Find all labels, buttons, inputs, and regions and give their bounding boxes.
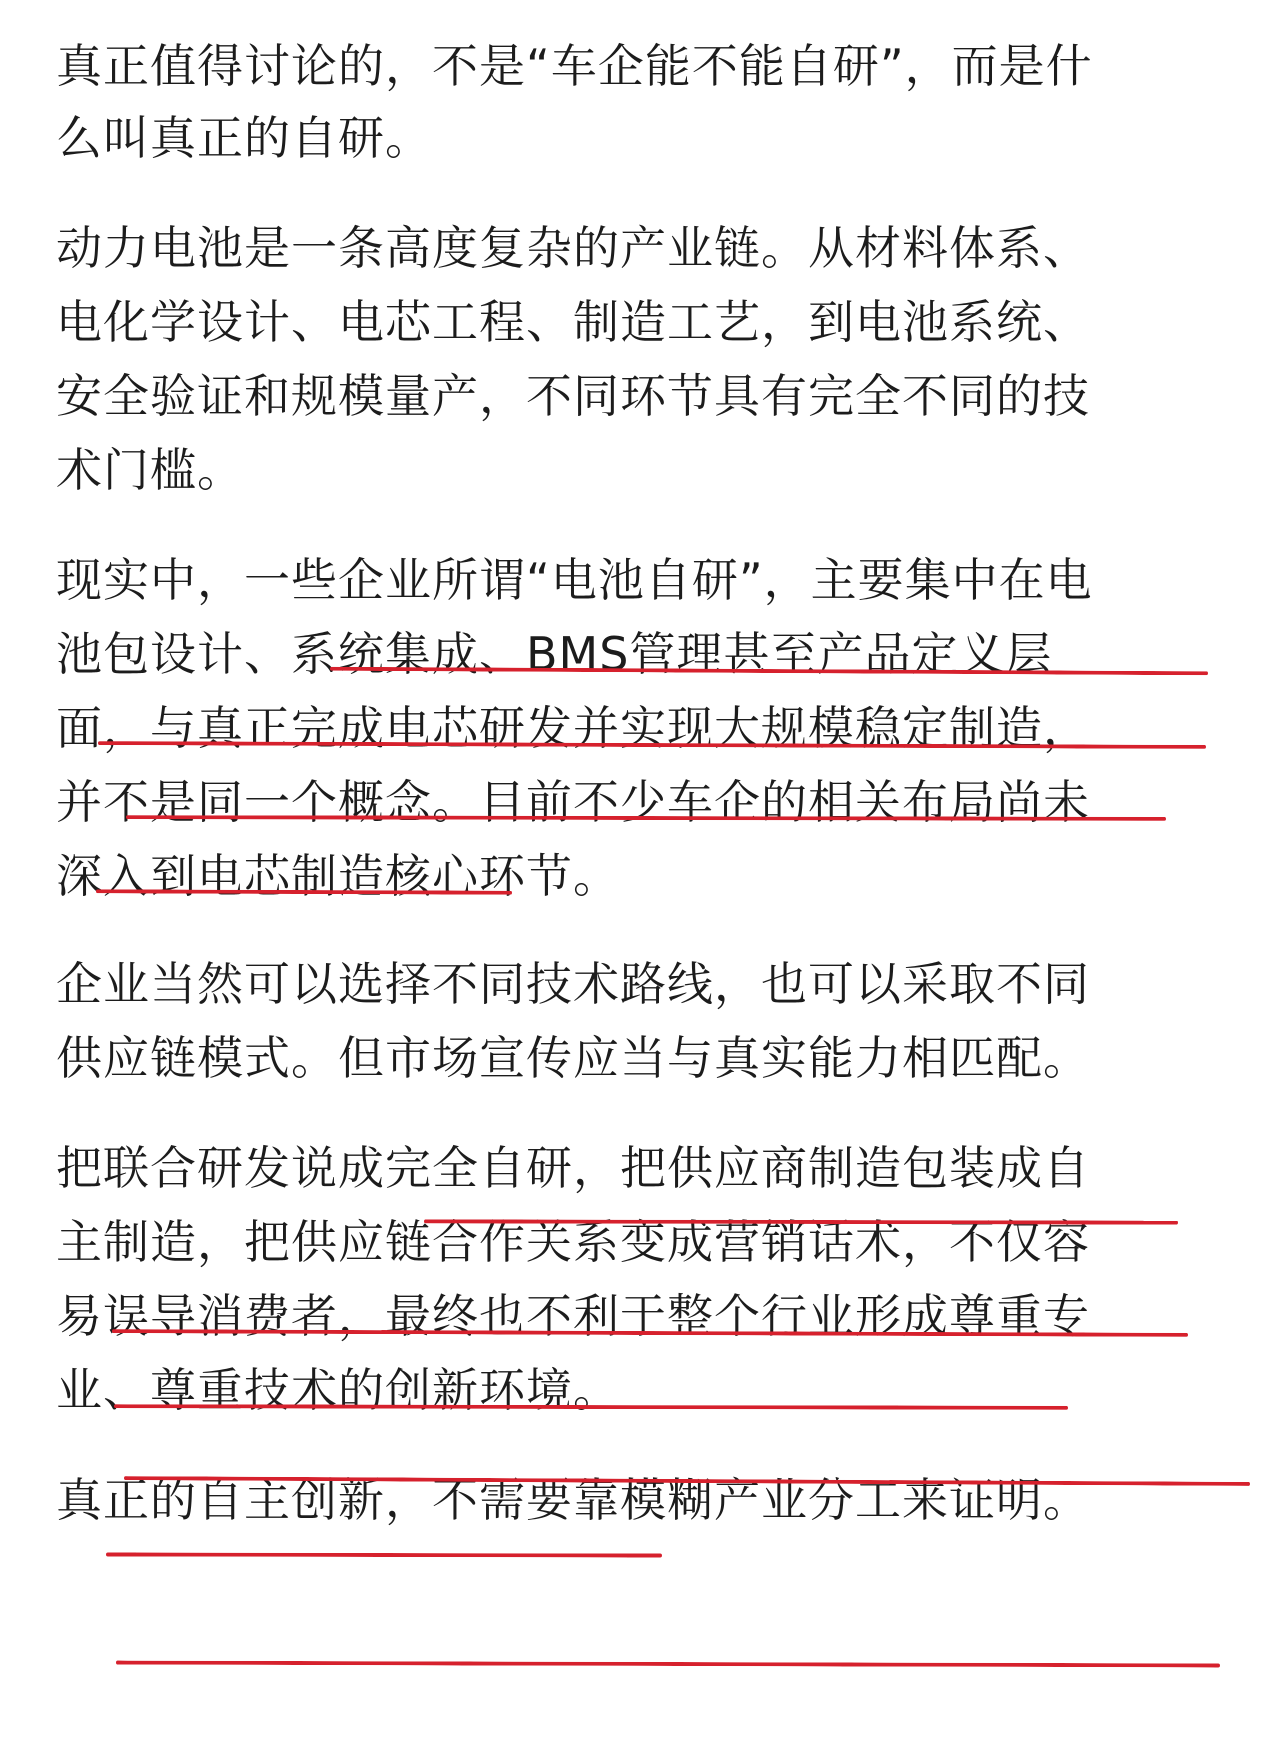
paragraph-5-line-2: 主制造，把供应链合作关系变成营销话术，不仅容 bbox=[56, 1215, 1090, 1269]
paragraph-5-line-1: 把联合研发说成完全自研，把供应商制造包装成自 bbox=[56, 1141, 1090, 1195]
paragraph-2-line-1: 动力电池是一条高度复杂的产业链。从材料体系、 bbox=[56, 221, 1090, 275]
paragraph-6-line-1: 真正的自主创新，不需要靠模糊产业分工来证明。 bbox=[56, 1473, 1090, 1527]
paragraph-4-line-1: 企业当然可以选择不同技术路线，也可以采取不同 bbox=[56, 957, 1090, 1011]
paragraph-5-line-3: 易误导消费者，最终也不利于整个行业形成尊重专 bbox=[56, 1289, 1090, 1343]
paragraph-3-line-1: 现实中，一些企业所谓“电池自研”，主要集中在电 bbox=[56, 553, 1093, 607]
paragraph-2-line-4: 术门槛。 bbox=[56, 443, 244, 497]
paragraph-4-line-2: 供应链模式。但市场宣传应当与真实能力相匹配。 bbox=[56, 1031, 1090, 1085]
underline-mark bbox=[116, 1661, 1220, 1668]
underline-mark bbox=[106, 1553, 662, 1558]
paragraph-3-line-4: 并不是同一个概念。目前不少车企的相关布局尚未 bbox=[56, 775, 1090, 829]
paragraph-5-line-4: 业、尊重技术的创新环境。 bbox=[56, 1363, 620, 1417]
paragraph-1-line-2: 么叫真正的自研。 bbox=[56, 111, 432, 165]
paragraph-2-line-2: 电化学设计、电芯工程、制造工艺，到电池系统、 bbox=[56, 295, 1090, 349]
paragraph-3-line-3: 面，与真正完成电芯研发并实现大规模稳定制造， bbox=[56, 701, 1090, 755]
paragraph-2-line-3: 安全验证和规模量产，不同环节具有完全不同的技 bbox=[56, 369, 1090, 423]
paragraph-3-line-2: 池包设计、系统集成、BMS管理甚至产品定义层 bbox=[56, 627, 1053, 681]
paragraph-3-line-5: 深入到电芯制造核心环节。 bbox=[56, 849, 620, 903]
paragraph-1-line-1: 真正值得讨论的，不是“车企能不能自研”，而是什 bbox=[56, 39, 1093, 93]
